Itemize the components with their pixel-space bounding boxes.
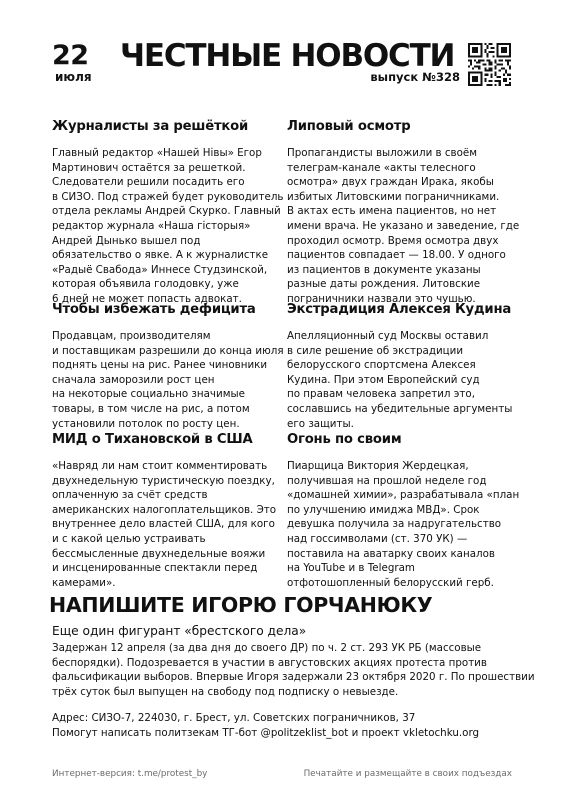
article-title: Экстрадиция Алексея Кудина <box>287 302 512 317</box>
promo-body: Задержан 12 апреля (за два дня до своего ДР) по ч. 2 ст. 293 УК РБ (массовые беспорядки). Подозревается в участии в августовских акциях протеста против фальсификации выборов. Впервые Игоря задержали 23 октября 2020 г. По прошествии трёх суток был выпущен на свободу под подписку о невыезде. <box>52 642 535 698</box>
article-body: Пропагандисты выложили в своём телеграм-канале «акты телесного осмотра» двух граждан Ирака, якобы избитых Литовскими пограничниками. В актах есть имена пациентов, но нет имени врача. Не указано и заведение, где проходил осмотр. Время осмотра двух пациентов совпадает — 18.00. У одного из пациентов в документе указаны разные даты рождения. Литовские пограничники назвали это чушью. <box>287 147 520 305</box>
article-body: Пиарщица Виктория Жердецкая, получившая на прошлой неделе год «домашней химии», разрабатывала «план по улучшению имиджа МВД». Срок девушка получила за надругательство над госсимволами (ст. 370 УК) — поставила на аватарку своих каналов на YouTube и в Telegram отфотошопленный белорусский герб. <box>287 460 520 589</box>
footer-online-link[interactable]: Интернет-версия: t.me/protest_by <box>52 769 208 779</box>
article-journalists <box>52 119 284 307</box>
article-title: Огонь по своим <box>287 432 402 447</box>
article-body: Главный редактор «Нашей Нівы» Егор Мартинович остаётся за решеткой. Следователи решили посадить его в СИЗО. Под стражей будет руководитель отдела рекламы Андрей Скурко. Главный редактор журнала «Наша гісторыя» Андрей Дынько вышел под обязательство о явке. А к журналистке «Радыё Свабода» Иннесе Студзинской, которая объявила голодовку, уже 6 дней не может попасть адвокат. <box>52 147 284 305</box>
article-deficit <box>52 302 284 431</box>
promo-title: НАПИШИТЕ ИГОРЮ ГОРЧАНЮКУ <box>49 593 433 617</box>
article-mfa <box>52 432 277 590</box>
article-title: МИД о Тихановской в США <box>52 432 253 447</box>
help-links: Помогут написать политзекам ТГ-бот @politzeklist_bot и проект vkletochku.org <box>52 726 480 739</box>
prison-address: Адрес: СИЗО-7, 224030, г. Брест, ул. Советских пограничников, 37 <box>52 712 416 724</box>
article-body: «Навряд ли нам стоит комментировать двухнедельную туристическую поездку, оплаченную за счёт средств американских налогоплательщиков. Это внутреннее дело властей США, для кого и с какой целью устраивать бессмысленные двухнедельные вояжи и инсценированные спектакли перед камерами». <box>52 460 277 589</box>
article-title: Журналисты за решёткой <box>52 119 249 134</box>
article-title: Липовый осмотр <box>287 119 411 134</box>
article-body: Продавцам, производителям и поставщикам разрешили до конца июля поднять цены на рис. Ранее чиновники сначала заморозили рост цен на некоторые социально значимые товары, в том числе на рис, а потом установили потолок по росту цен. <box>52 330 284 430</box>
article-extradition <box>287 302 517 431</box>
footer-print-note: Печатайте и размещайте в своих подъездах <box>303 769 512 779</box>
issue-number: выпуск №328 <box>370 70 460 84</box>
promo-address <box>52 711 479 740</box>
article-fake-inspection <box>287 119 520 307</box>
article-title: Чтобы избежать дефицита <box>52 302 256 317</box>
promo-subtitle: Еще один фигурант «брестского дела» <box>52 624 307 638</box>
article-friendly-fire <box>287 432 520 590</box>
date-day: 22 <box>52 40 89 71</box>
qr-code-icon[interactable] <box>468 43 511 86</box>
masthead-title: ЧЕСТНЫЕ НОВОСТИ <box>120 38 455 74</box>
article-body: Апелляционный суд Москвы оставил в силе решение об экстрадиции белорусского спортсмена Алексея Кудина. При этом Европейский суд по правам человека запретил это, сославшись на убедительные аргументы его защиты. <box>287 330 513 430</box>
date-month: июля <box>55 70 92 84</box>
